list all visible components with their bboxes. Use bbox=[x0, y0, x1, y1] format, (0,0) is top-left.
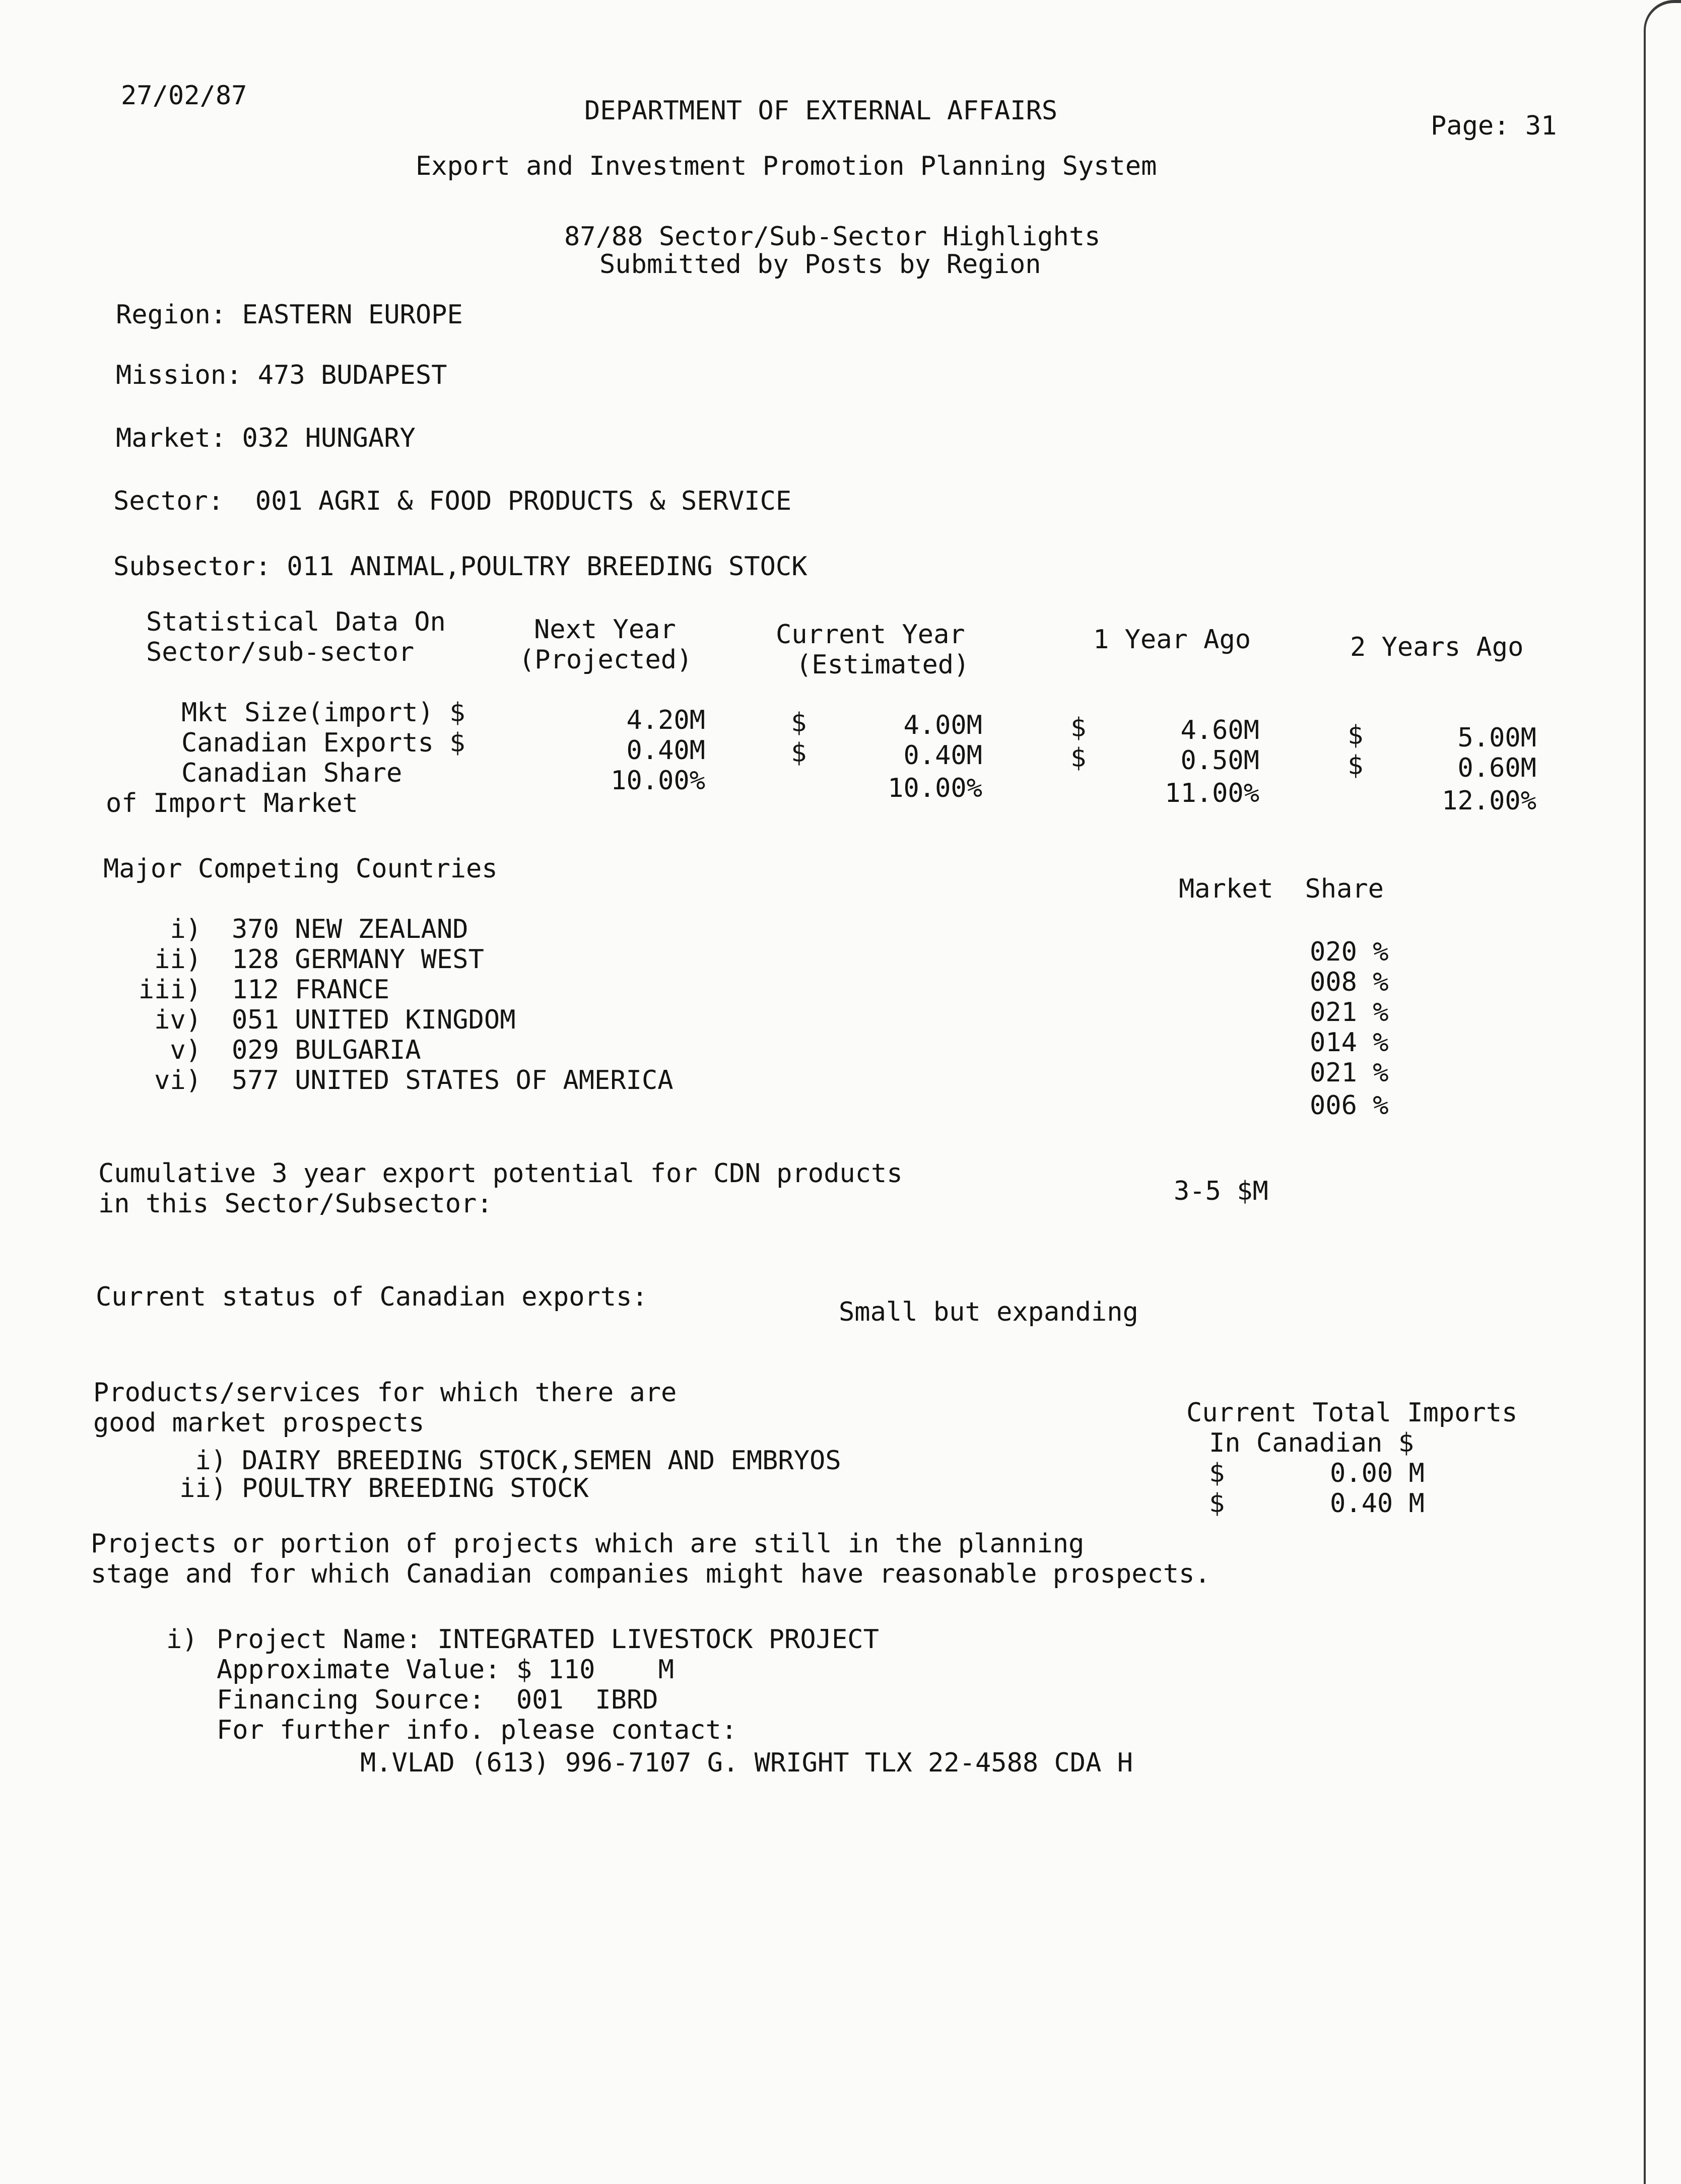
mission-value: 473 BUDAPEST bbox=[257, 360, 447, 390]
competitor-num: iv) bbox=[154, 1005, 201, 1035]
sector-value: 001 AGRI & FOOD PRODUCTS & SERVICE bbox=[255, 486, 792, 516]
stats-heading-2: Sector/sub-sector bbox=[146, 637, 415, 667]
sector-line bbox=[113, 486, 791, 516]
potential-value: 3-5 $M bbox=[1174, 1176, 1268, 1206]
competitor-name: 577 UNITED STATES OF AMERICA bbox=[232, 1065, 674, 1096]
row-cdn-share-label-2: of Import Market bbox=[106, 788, 358, 818]
cdn-share-2-years-ago: 12.00% bbox=[1442, 786, 1536, 816]
competitor-share: 021 % bbox=[1310, 997, 1389, 1028]
competitor-share: 021 % bbox=[1310, 1058, 1389, 1088]
cdn-exports-current-year: 0.40M bbox=[903, 740, 982, 771]
market-share-heading: Market Share bbox=[1179, 874, 1384, 904]
cdn-exports-1-year-ago: 0.50M bbox=[1180, 745, 1259, 776]
report-subtitle: Submitted by Posts by Region bbox=[599, 249, 1041, 280]
subsector-label: Subsector: bbox=[113, 552, 272, 582]
currency-sign: $ bbox=[791, 708, 807, 738]
col-next-year: Next Year bbox=[534, 615, 676, 645]
subsector-value: 011 ANIMAL,POULTRY BREEDING STOCK bbox=[287, 552, 808, 582]
product-name: DAIRY BREEDING STOCK,SEMEN AND EMBRYOS bbox=[242, 1446, 841, 1476]
mission-label: Mission: bbox=[116, 360, 242, 390]
product-currency: $ bbox=[1209, 1488, 1225, 1519]
report-title: 87/88 Sector/Sub-Sector Highlights bbox=[564, 222, 1101, 252]
col-current-year: Current Year bbox=[776, 620, 965, 650]
projects-line-2: stage and for which Canadian companies might have reasonable prospects. bbox=[91, 1559, 1211, 1589]
project-contact: M.VLAD (613) 996-7107 G. WRIGHT TLX 22-4588 CDA H bbox=[360, 1748, 1133, 1778]
competitor-num: ii) bbox=[154, 944, 201, 975]
competitor-share: 006 % bbox=[1310, 1090, 1389, 1121]
cdn-exports-next-year: 0.40M bbox=[626, 735, 705, 766]
page-number: Page: 31 bbox=[1431, 111, 1557, 141]
subsector-line bbox=[113, 552, 808, 582]
row-mkt-size-label: Mkt Size(import) $ bbox=[181, 698, 465, 728]
mkt-size-current-year: 4.00M bbox=[903, 710, 982, 740]
mission-line bbox=[116, 360, 447, 390]
competitor-share: 014 % bbox=[1310, 1028, 1389, 1058]
mkt-size-1-year-ago: 4.60M bbox=[1180, 715, 1259, 745]
project-value-line bbox=[217, 1655, 674, 1685]
product-currency: $ bbox=[1209, 1458, 1225, 1488]
projects-line-1: Projects or portion of projects which are still in the planning bbox=[91, 1529, 1085, 1559]
currency-sign: $ bbox=[1348, 720, 1364, 750]
product-num: ii) bbox=[179, 1473, 227, 1504]
product-num: i) bbox=[195, 1446, 227, 1476]
status-label: Current status of Canadian exports: bbox=[96, 1282, 648, 1312]
project-value-label: Approximate Value: $ bbox=[217, 1655, 532, 1685]
potential-line-1: Cumulative 3 year export potential for CDN products bbox=[98, 1158, 903, 1189]
product-import-value: 0.40 M bbox=[1330, 1488, 1425, 1519]
product-import-value: 0.00 M bbox=[1330, 1458, 1425, 1488]
report-date: 27/02/87 bbox=[121, 81, 247, 111]
cdn-share-current-year: 10.00% bbox=[888, 773, 982, 803]
row-cdn-share-label: Canadian Share bbox=[181, 758, 402, 788]
competitor-num: iii) bbox=[138, 975, 201, 1005]
currency-sign: $ bbox=[1070, 743, 1087, 773]
products-line-1: Products/services for which there are bbox=[93, 1378, 677, 1408]
cdn-exports-2-years-ago: 0.60M bbox=[1457, 753, 1536, 783]
project-value: 110 bbox=[548, 1655, 595, 1685]
stats-heading-1: Statistical Data On bbox=[146, 607, 446, 637]
competitor-share: 020 % bbox=[1310, 937, 1389, 967]
col-next-year-sub: (Projected) bbox=[519, 645, 693, 675]
project-value-unit: M bbox=[658, 1655, 674, 1685]
competitor-name: 128 GERMANY WEST bbox=[232, 944, 484, 975]
market-label: Market: bbox=[116, 423, 227, 453]
competitor-name: 029 BULGARIA bbox=[232, 1035, 421, 1065]
project-contact-label: For further info. please contact: bbox=[217, 1715, 737, 1745]
currency-sign: $ bbox=[1348, 750, 1364, 781]
market-line bbox=[116, 423, 416, 453]
project-financing-label: Financing Source: bbox=[217, 1685, 485, 1715]
mkt-size-2-years-ago: 5.00M bbox=[1457, 723, 1536, 753]
col-2-years-ago: 2 Years Ago bbox=[1350, 632, 1524, 662]
competitor-share: 008 % bbox=[1310, 967, 1389, 997]
region-line bbox=[116, 300, 463, 330]
project-financing-code: 001 bbox=[516, 1685, 564, 1715]
imports-heading-2: In Canadian $ bbox=[1209, 1428, 1414, 1458]
project-financing-line bbox=[217, 1685, 658, 1715]
project-name-label: Project Name: bbox=[217, 1624, 422, 1655]
cdn-share-1-year-ago: 11.00% bbox=[1165, 778, 1259, 808]
col-current-year-sub: (Estimated) bbox=[796, 650, 970, 680]
project-name-line bbox=[217, 1624, 879, 1655]
currency-sign: $ bbox=[791, 738, 807, 768]
competitor-num: v) bbox=[170, 1035, 201, 1065]
potential-line-2: in this Sector/Subsector: bbox=[98, 1189, 493, 1219]
project-name: INTEGRATED LIVESTOCK PROJECT bbox=[437, 1624, 879, 1655]
row-cdn-exports-label: Canadian Exports $ bbox=[181, 728, 465, 758]
col-1-year-ago: 1 Year Ago bbox=[1093, 625, 1251, 655]
market-value: 032 HUNGARY bbox=[242, 423, 416, 453]
product-name: POULTRY BREEDING STOCK bbox=[242, 1473, 589, 1504]
region-value: EASTERN EUROPE bbox=[242, 300, 463, 330]
competitor-num: i) bbox=[170, 914, 201, 944]
competitor-name: 370 NEW ZEALAND bbox=[232, 914, 468, 944]
sector-label: Sector: bbox=[113, 486, 224, 516]
competitor-name: 051 UNITED KINGDOM bbox=[232, 1005, 516, 1035]
competitors-heading: Major Competing Countries bbox=[103, 854, 498, 884]
system-name: Export and Investment Promotion Planning System bbox=[416, 151, 1157, 181]
page-edge bbox=[1644, 0, 1681, 2184]
currency-sign: $ bbox=[1070, 713, 1087, 743]
mkt-size-next-year: 4.20M bbox=[626, 705, 705, 735]
products-line-2: good market prospects bbox=[93, 1408, 425, 1438]
competitor-num: vi) bbox=[154, 1065, 201, 1096]
imports-heading-1: Current Total Imports bbox=[1186, 1398, 1518, 1428]
status-value: Small but expanding bbox=[839, 1297, 1138, 1327]
region-label: Region: bbox=[116, 300, 227, 330]
department-name: DEPARTMENT OF EXTERNAL AFFAIRS bbox=[584, 96, 1058, 126]
project-financing-source: IBRD bbox=[595, 1685, 658, 1715]
project-num: i) bbox=[166, 1624, 198, 1655]
competitor-name: 112 FRANCE bbox=[232, 975, 390, 1005]
cdn-share-next-year: 10.00% bbox=[611, 766, 705, 796]
